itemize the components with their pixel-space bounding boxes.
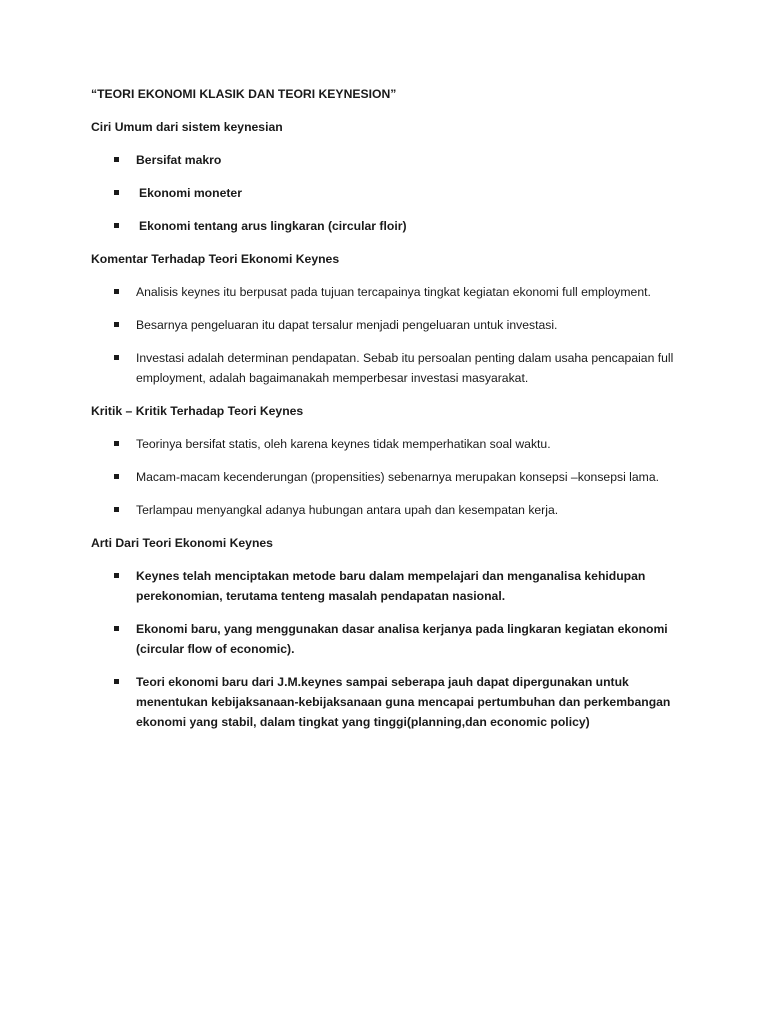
document-page xyxy=(91,84,691,745)
list-item-text: Macam-macam kecenderungan (propensities) sebenarnya merupakan konsepsi –konsepsi lama. xyxy=(136,470,659,484)
list-kritik xyxy=(91,434,691,520)
square-bullet-icon xyxy=(114,441,119,446)
list-item xyxy=(91,467,691,487)
list-item xyxy=(91,348,691,388)
square-bullet-icon xyxy=(114,626,119,631)
list-item xyxy=(91,619,691,659)
list-item xyxy=(91,434,691,454)
square-bullet-icon xyxy=(114,507,119,512)
section-heading-ciri-umum: Ciri Umum dari sistem keynesian xyxy=(91,120,283,134)
square-bullet-icon xyxy=(114,157,119,162)
square-bullet-icon xyxy=(114,355,119,360)
list-item-text: Terlampau menyangkal adanya hubungan antara upah dan kesempatan kerja. xyxy=(136,503,559,517)
document-title: “TEORI EKONOMI KLASIK DAN TEORI KEYNESION” xyxy=(91,87,397,101)
list-item xyxy=(91,566,691,606)
list-item-text: Teorinya bersifat statis, oleh karena keynes tidak memperhatikan soal waktu. xyxy=(136,437,551,451)
square-bullet-icon xyxy=(114,289,119,294)
square-bullet-icon xyxy=(114,322,119,327)
list-komentar xyxy=(91,282,691,388)
square-bullet-icon xyxy=(114,190,119,195)
list-item-text: Analisis keynes itu berpusat pada tujuan tercapainya tingkat kegiatan ekonomi full employment. xyxy=(136,285,651,299)
square-bullet-icon xyxy=(114,679,119,684)
list-item xyxy=(91,672,691,732)
list-item-text: Investasi adalah determinan pendapatan. Sebab itu persoalan penting dalam usaha pencapaian full employment, adalah bagaimanakah memperbesar investasi masyarakat. xyxy=(136,351,674,385)
list-item xyxy=(91,315,691,335)
list-arti xyxy=(91,566,691,732)
square-bullet-icon xyxy=(114,223,119,228)
list-item-text: Ekonomi tentang arus lingkaran (circular floir) xyxy=(139,219,407,233)
list-item-text: Ekonomi moneter xyxy=(139,186,242,200)
list-ciri-umum xyxy=(91,150,691,236)
list-item-text: Teori ekonomi baru dari J.M.keynes sampai seberapa jauh dapat dipergunakan untuk menentukan kebijaksanaan-kebijaksanaan guna mencapai pertumbuhan dan perkembangan ekonomi yang stabil, dalam tingkat yang tinggi(planning,dan economic policy) xyxy=(136,675,671,729)
section-heading-arti: Arti Dari Teori Ekonomi Keynes xyxy=(91,536,273,550)
list-item xyxy=(91,500,691,520)
section-heading-komentar: Komentar Terhadap Teori Ekonomi Keynes xyxy=(91,252,340,266)
list-item-text: Bersifat makro xyxy=(136,153,222,167)
list-item-text: Keynes telah menciptakan metode baru dalam mempelajari dan menganalisa kehidupan perekonomian, terutama tenteng masalah pendapatan nasional. xyxy=(136,569,646,603)
square-bullet-icon xyxy=(114,474,119,479)
list-item xyxy=(91,216,691,236)
list-item xyxy=(91,150,691,170)
list-item xyxy=(91,282,691,302)
list-item xyxy=(91,183,691,203)
square-bullet-icon xyxy=(114,573,119,578)
list-item-text: Besarnya pengeluaran itu dapat tersalur menjadi pengeluaran untuk investasi. xyxy=(136,318,558,332)
section-heading-kritik: Kritik – Kritik Terhadap Teori Keynes xyxy=(91,404,304,418)
list-item-text: Ekonomi baru, yang menggunakan dasar analisa kerjanya pada lingkaran kegiatan ekonomi (circular flow of economic). xyxy=(136,622,668,656)
